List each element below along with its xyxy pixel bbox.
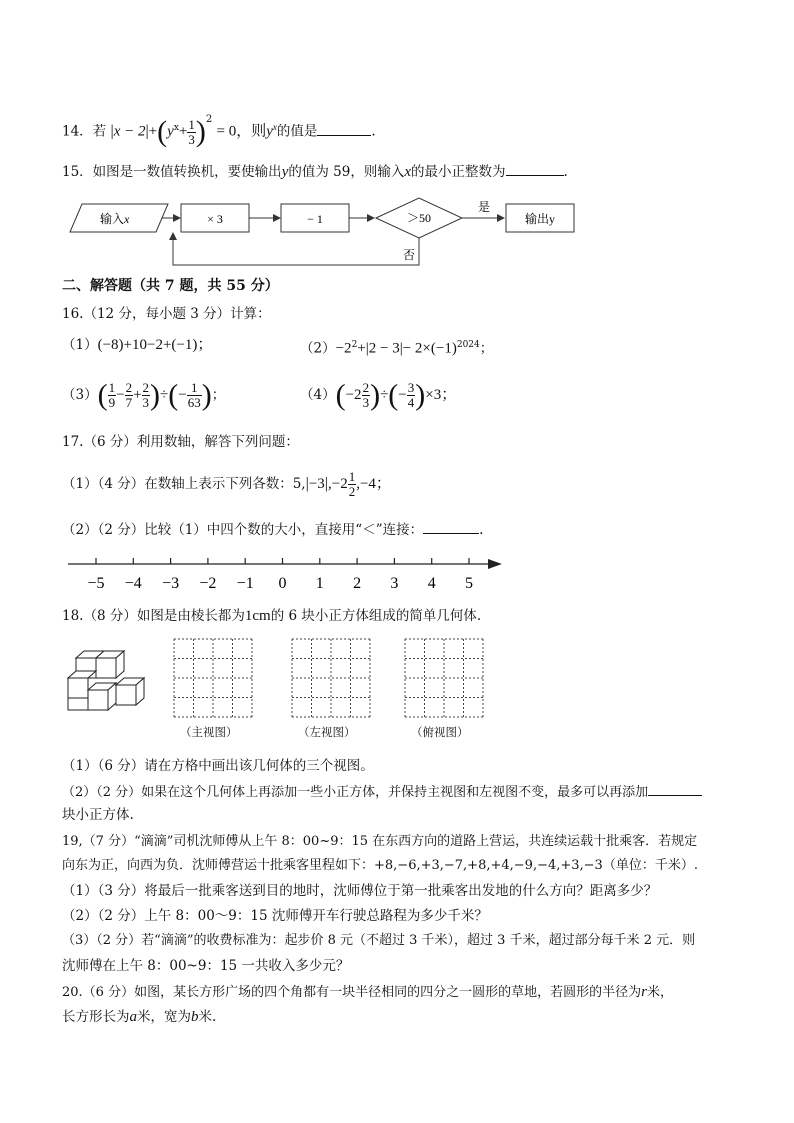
- q14-pow-exp: x: [272, 122, 277, 132]
- q16-p3-div: ÷: [160, 387, 169, 403]
- q19-line2: 向东为正，向西为负．沈师傅营运十批乘客里程如下：+8,−6,+3,−7,+8,+4,−9,−4,+3,−3（单位：千米）.: [62, 858, 698, 873]
- q14-plus: +: [148, 123, 158, 140]
- q16-p3-label: （3）: [62, 387, 98, 403]
- q20-l2-mid: 米，宽为: [137, 1009, 191, 1025]
- flow-minus1-label: − 1: [307, 212, 323, 226]
- axis-tick-label: −2: [199, 575, 217, 592]
- q20-l2-post: 米.: [198, 1009, 217, 1025]
- q18-head-post: 的 6 块小正方体组成的简单几何体.: [270, 608, 482, 624]
- q20-line1: [62, 983, 673, 1002]
- q17-p1-mid: ,−2: [327, 476, 348, 492]
- q15-text-mid: 的值为 59，则输入: [288, 164, 405, 180]
- q17-head: 17.（6 分）利用数轴，解答下列问题：: [62, 434, 299, 450]
- q18-head: [62, 607, 481, 625]
- q18-part1: （1）（6 分）请在方格中画出该几何体的三个视图。: [62, 758, 374, 774]
- q14-number: 14．若: [62, 123, 107, 140]
- q14-y: y: [167, 123, 174, 140]
- q14-pow-base: y: [266, 123, 273, 140]
- q17-part1: （1）（4 分）在数轴上表示下列各数：5,|−3|,−2 $\frac{1}{2}$ ,−4；: [62, 469, 391, 499]
- axis-tick-label: −1: [236, 575, 254, 592]
- q14-plus2: +: [178, 123, 188, 140]
- axis-tick-label: 1: [315, 575, 324, 592]
- section2-title: 二、解答题（共 7 题，共 55 分）: [62, 278, 279, 294]
- q20-l1-pre: 20.（6 分）如图，某长方形广场的四个角都有一块半径相同的四分之一圆形的草地，若圆形的半径为: [62, 985, 642, 1000]
- q20-b: b: [191, 1009, 199, 1025]
- q19-line3: （1）（3 分）将最后一批乘客送到目的地时，沈师傅位于第一批乘客出发地的什么方向？距离多少？: [62, 883, 658, 899]
- q18-answer-blank[interactable]: [648, 782, 702, 796]
- caption-left-view: （左视图）: [298, 725, 356, 739]
- q14-line: 14．若 $|x - 2|+(y^x+$ $\frac{1}{3}$ )$^2$ = 0，则$y^x$的值是 .: [62, 114, 376, 148]
- flow-input-label: 输入: [100, 212, 125, 226]
- q14-answer-blank[interactable]: [317, 122, 371, 136]
- q17-p2-text: （2）（2 分）比较（1）中四个数的大小，直接用“＜”连接：: [62, 522, 424, 538]
- q18-part2: [62, 782, 702, 802]
- q16-p1-label: （1）: [62, 337, 98, 353]
- grid-left-view[interactable]: [291, 638, 371, 718]
- q17-p1-pre: （1）（4 分）在数轴上表示下列各数：5,: [62, 476, 306, 492]
- q15-text-post: 的最小正整数为: [411, 164, 506, 180]
- q19-line5: （3）（2 分）若“滴滴”的收费标准为：起步价 8 元（不超过 3 千米），超过 3 千米，超过部分每千米 2 元．则: [62, 933, 696, 948]
- q16-head: 16.（12 分，每小题 3 分）计算：: [62, 306, 271, 322]
- q16-p4-whole: −2: [345, 387, 362, 403]
- flow-no-label: 否: [403, 248, 416, 262]
- q15-answer-blank[interactable]: [506, 162, 564, 176]
- grid-top-view[interactable]: [404, 638, 484, 718]
- q15-x: x: [404, 164, 412, 180]
- flow-output-var: y: [549, 212, 556, 226]
- q20-a: a: [129, 1009, 137, 1025]
- q20-r: r: [641, 984, 647, 1000]
- q14-fraction: $\frac{1}{3}$: [188, 116, 195, 147]
- q20-l2-pre: 长方形长为: [62, 1009, 130, 1025]
- q16-p2-b-exp: 2024: [456, 340, 480, 350]
- q16-p2-b: +|2 − 3|− 2×(−1): [357, 340, 457, 357]
- q14-sup: x: [173, 123, 179, 133]
- q16-p3-frac1: $\frac{1}{9}$: [108, 380, 116, 410]
- flow-condition-label: ＞50: [406, 211, 432, 225]
- grid-front-view[interactable]: [173, 638, 253, 718]
- svg-text:输出y: [525, 211, 555, 226]
- axis-tick-label: 0: [278, 575, 287, 592]
- q15-end: .: [563, 164, 568, 180]
- q16-p4-frac2: $\frac{3}{4}$: [407, 380, 415, 410]
- q16-p3-frac3: $\frac{2}{3}$: [142, 380, 150, 410]
- q16-part4: （4）(−2 $\frac{2}{3}$ )÷(− $\frac{3}{4}$ )×3；: [300, 378, 457, 412]
- q16-p4-frac1: $\frac{2}{3}$: [362, 380, 370, 410]
- flow-yes-label: 是: [478, 200, 491, 214]
- q15-text-pre: 15．如图是一数值转换机，要使输出: [62, 164, 282, 180]
- axis-tick-label: 4: [427, 575, 436, 592]
- q14-end: .: [371, 123, 376, 140]
- q16-p4-tail: ×3；: [425, 387, 457, 403]
- q16-part3: （3）( $\frac{1}{9}$ − $\frac{2}{7}$ + $\frac{2}{3}$ )÷(− $\frac{1}{63}$ )；: [62, 378, 226, 412]
- q17-p1-post: ,−4；: [356, 476, 391, 492]
- axis-tick-label: 2: [353, 575, 362, 592]
- q16-p1-expr: (−8)+10−2+(−1)；: [97, 337, 213, 353]
- q16-p2-a-exp: 2: [351, 340, 358, 350]
- q14-exponent: 2: [205, 114, 213, 125]
- flow-output-label: 输出: [524, 212, 550, 226]
- q16-p4-div: ÷: [380, 387, 389, 403]
- q15-flowchart: [60, 195, 590, 273]
- caption-top-view: （俯视图）: [411, 725, 469, 739]
- q15-line: [62, 162, 568, 181]
- svg-text:输入x: [100, 211, 130, 226]
- q19-line1: 19,（7 分）“滴滴”司机沈师傅从上午 8：00~9：15 在东西方向的道路上营运，共连续运载十批乘客．若规定: [62, 834, 698, 849]
- flow-times3-label: × 3: [207, 212, 223, 226]
- q16-p2-label: （2）: [300, 340, 336, 357]
- q19-line4: （2）（2 分）上午 8：00～9：15 沈师傅开车行驶总路程为多少千米？: [62, 908, 488, 924]
- q14-abs-expr: x − 2: [113, 123, 146, 140]
- q17-p1-abs: −3: [308, 476, 325, 492]
- q17-p2-end: .: [479, 522, 484, 538]
- q16-p4-label: （4）: [300, 387, 336, 403]
- q16-part1: [62, 336, 212, 354]
- q20-l1-post: 米，: [646, 985, 673, 1000]
- q15-y: y: [281, 164, 289, 180]
- q17-p1-frac: $\frac{1}{2}$: [348, 469, 356, 499]
- q18-head-pre: 18.（8 分）如图是由棱长都为: [62, 608, 245, 624]
- q17-part2: [62, 520, 483, 539]
- q18-unit: 1cm: [244, 608, 271, 624]
- q14-equals: = 0，则: [216, 123, 267, 140]
- q16-p2-a: −2: [335, 340, 352, 357]
- q16-p3-frac4: $\frac{1}{63}$: [187, 380, 201, 410]
- caption-front-view: （主视图）: [180, 725, 238, 739]
- axis-tick-label: 3: [390, 575, 399, 592]
- q18-part2-cont: 块小正方体.: [62, 807, 134, 823]
- q16-p2-end: ；: [479, 340, 494, 357]
- q17-answer-blank[interactable]: [423, 520, 479, 534]
- q16-p3-frac2: $\frac{2}{7}$: [125, 380, 133, 410]
- axis-tick-label: 5: [465, 575, 473, 592]
- flow-input-var: x: [124, 212, 130, 226]
- q14-tail: 的值是: [276, 123, 318, 140]
- q16-part2: [300, 336, 493, 358]
- axis-tick-label: −4: [124, 575, 142, 592]
- axis-tick-label: −5: [87, 575, 105, 592]
- axis-tick-label: −3: [162, 575, 180, 592]
- q16-p3-end: ；: [211, 387, 226, 403]
- q18-cube-figure: [66, 650, 156, 712]
- q17-number-line: [60, 548, 510, 598]
- q19-line6: 沈师傅在上午 8：00~9：15 一共收入多少元？: [62, 958, 350, 974]
- q20-line2: [62, 1008, 216, 1026]
- q18-p2-text: （2）（2 分）如果在这个几何体上再添加一些小正方体，并保持主视图和左视图不变，最多可以再添加: [62, 785, 649, 800]
